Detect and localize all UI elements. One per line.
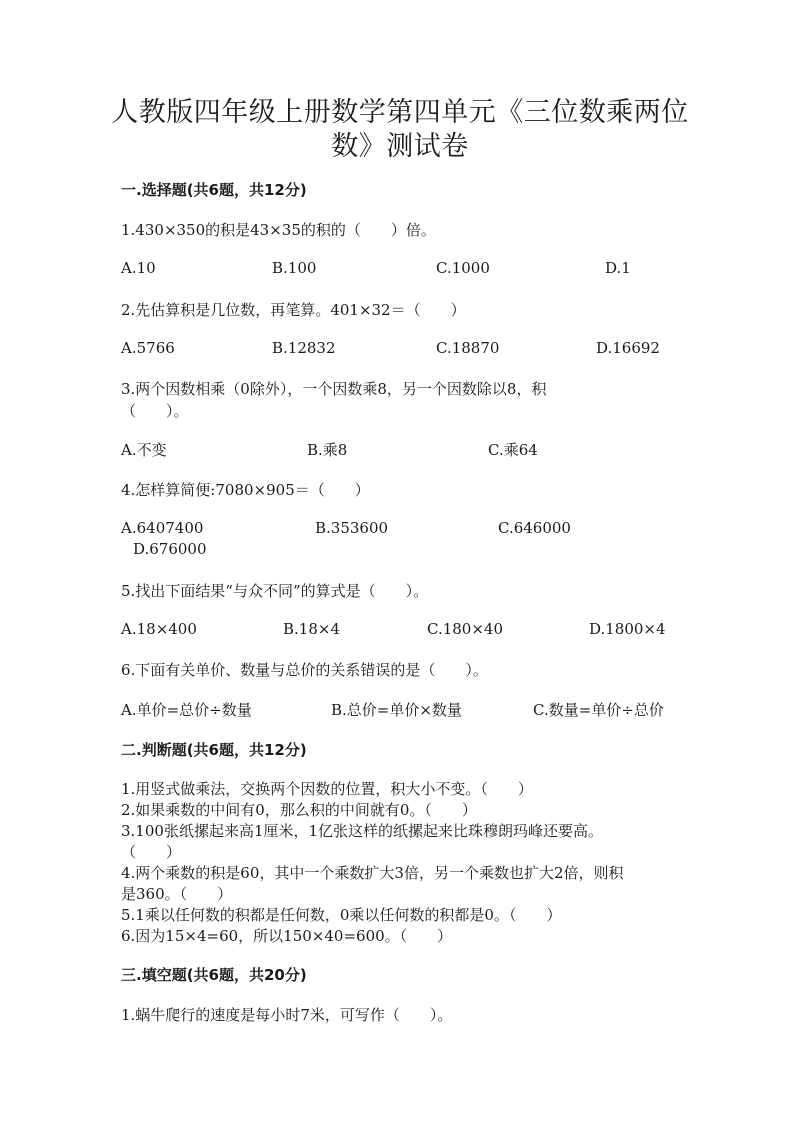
option-c: C.1000 (436, 259, 490, 277)
section-heading-judgment: 二.判断题(共6题，共12分) (121, 741, 307, 759)
judgment-line: 3.100张纸摞起来高1厘米，1亿张这样的纸摞起来比珠穆朗玛峰还要高。 (121, 822, 604, 840)
question-4: 4.怎样算简便:7080×905＝（ ） (121, 481, 370, 499)
judgment-line: 4.两个乘数的积是60，其中一个乘数扩大3倍，另一个乘数也扩大2倍，则积 (121, 864, 624, 882)
option-d: D.16692 (596, 339, 660, 357)
option-c: C.646000 (498, 519, 571, 537)
option-b: B.100 (272, 259, 317, 277)
option-b: B.12832 (272, 339, 336, 357)
option-a: A.单价=总价÷数量 (121, 701, 252, 719)
judgment-line: 是360。（ ） (121, 885, 233, 903)
fill-question-1: 1.蜗牛爬行的速度是每小时7米，可写作（ ）。 (121, 1006, 453, 1024)
option-b: B.总价=单价×数量 (331, 701, 462, 719)
question-3-line-1: 3.两个因数相乘（0除外），一个因数乘8，另一个因数除以8，积 (121, 380, 547, 398)
title-line-1: 人教版四年级上册数学第四单元《三位数乘两位 (111, 97, 689, 128)
option-b: B.乘8 (307, 441, 348, 459)
option-b: B.18×4 (283, 620, 340, 638)
question-2: 2.先估算积是几位数，再笔算。401×32＝（ ） (121, 301, 466, 319)
title-line-2: 数》测试卷 (331, 131, 469, 162)
judgment-line: 5.1乘以任何数的积都是任何数，0乘以任何数的积都是0。（ ） (121, 906, 562, 924)
option-d: D.676000 (133, 540, 207, 558)
question-5: 5.找出下面结果“与众不同”的算式是（ ）。 (121, 582, 429, 600)
option-c: C.数量=单价÷总价 (533, 701, 664, 719)
judgment-line: （ ） (121, 843, 182, 861)
option-b: B.353600 (315, 519, 389, 537)
option-c: C.18870 (436, 339, 500, 357)
option-a: A.10 (121, 259, 156, 277)
question-1: 1.430×350的积是43×35的积的（ ）倍。 (121, 221, 436, 239)
option-c: C.乘64 (488, 441, 538, 459)
option-d: D.1800×4 (589, 620, 666, 638)
section-heading-choice: 一.选择题(共6题，共12分) (121, 181, 307, 199)
question-3-line-2: （ ）。 (121, 402, 189, 420)
option-d: D.1 (605, 259, 631, 277)
option-a: A.6407400 (121, 519, 204, 537)
option-a: A.不变 (121, 441, 167, 459)
option-a: A.5766 (121, 339, 175, 357)
section-heading-fill: 三.填空题(共6题，共20分) (121, 966, 307, 984)
judgment-line: 6.因为15×4=60，所以150×40=600。（ ） (121, 927, 453, 945)
judgment-line: 1.用竖式做乘法，交换两个因数的位置，积大小不变。（ ） (121, 780, 533, 798)
question-6: 6.下面有关单价、数量与总价的关系错误的是（ ）。 (121, 661, 488, 679)
judgment-line: 2.如果乘数的中间有0，那么积的中间就有0。（ ） (121, 801, 477, 819)
option-a: A.18×400 (121, 620, 197, 638)
option-c: C.180×40 (427, 620, 503, 638)
